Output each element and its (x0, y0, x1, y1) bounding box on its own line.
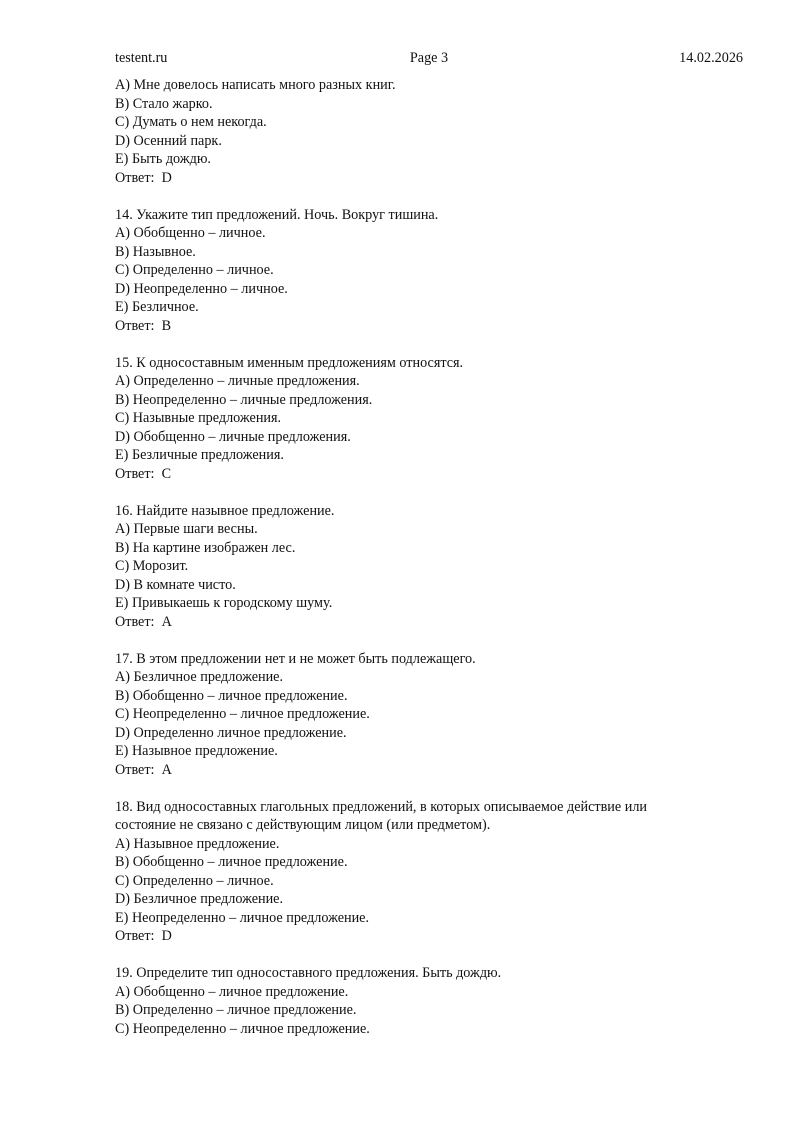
answer-option: C) Неопределенно – личное предложение. (115, 1020, 370, 1037)
question-text: 17. В этом предложении нет и не может быть подлежащего. (115, 650, 476, 667)
answer-option: C) Определенно – личное. (115, 872, 274, 889)
question-text: 16. Найдите назывное предложение. (115, 502, 335, 519)
answer-option: A) Первые шаги весны. (115, 521, 258, 537)
answer-option: B) Неопределенно – личные предложения. (115, 391, 373, 408)
answer-option: C) Морозит. (115, 558, 189, 574)
answer-option: C) Неопределенно – личное предложение. (115, 706, 370, 722)
question-block (115, 76, 745, 187)
answer-option: E) Неопределенно – личное предложение. (115, 909, 370, 926)
answer-option: A) Обобщенно – личное. (115, 225, 266, 241)
question-block (115, 206, 745, 336)
header-date: 14.02.2026 (679, 50, 743, 66)
answer-option: E) Быть дождю. (115, 151, 211, 167)
answer-option: A) Мне довелось написать много разных книг. (115, 77, 396, 93)
answer-option: E) Безличные предложения. (115, 447, 284, 463)
question-block (115, 650, 745, 780)
answer-option: D) Определенно личное предложение. (115, 724, 347, 741)
question-text: 19. Определите тип односоставного предложения. Быть дождю. (115, 965, 502, 981)
answer-key: Ответ: C (115, 465, 172, 482)
answer-option: B) Определенно – личное предложение. (115, 1002, 357, 1018)
answer-option: A) Назывное предложение. (115, 835, 280, 852)
answer-option: E) Назывное предложение. (115, 743, 278, 759)
answer-option: A) Определенно – личные предложения. (115, 373, 360, 389)
answer-key: Ответ: D (115, 169, 172, 186)
answer-option: B) Обобщенно – личное предложение. (115, 854, 348, 870)
answer-key: Ответ: A (115, 613, 172, 630)
question-block (115, 354, 745, 484)
answer-option: E) Привыкаешь к городскому шуму. (115, 595, 333, 611)
answer-option: B) Обобщенно – личное предложение. (115, 687, 348, 704)
answer-option: B) На картине изображен лес. (115, 539, 296, 556)
page-number: Page 3 (409, 50, 449, 66)
answer-option: A) Обобщенно – личное предложение. (115, 983, 349, 1000)
answer-option: D) Обобщенно – личные предложения. (115, 428, 351, 445)
answer-key: Ответ: B (115, 317, 172, 334)
answer-option: D) Безличное предложение. (115, 891, 284, 907)
question-line: состояние не связано с действующим лицом (или предметом). (115, 817, 491, 833)
question-text: 14. Укажите тип предложений. Ночь. Вокруг тишина. (115, 206, 439, 223)
answer-key: Ответ: A (115, 761, 172, 778)
answer-option: E) Безличное. (115, 299, 199, 315)
question-block (115, 964, 745, 1038)
answer-option: C) Определенно – личное. (115, 262, 274, 278)
document-body (115, 76, 745, 1038)
answer-option: D) Неопределенно – личное. (115, 280, 288, 297)
answer-option: C) Думать о нем некогда. (115, 114, 267, 130)
answer-option: D) В комнате чисто. (115, 576, 236, 593)
answer-key: Ответ: D (115, 928, 172, 944)
answer-option: B) Стало жарко. (115, 95, 213, 112)
site-name: testent.ru (115, 50, 168, 66)
question-text: 18. Вид односоставных глагольных предложений, в которых описываемое действие или (115, 798, 648, 815)
answer-option: B) Назывное. (115, 243, 196, 260)
answer-option: D) Осенний парк. (115, 132, 222, 149)
page-header (115, 48, 743, 68)
question-block (115, 502, 745, 632)
answer-option: C) Назывные предложения. (115, 410, 282, 426)
answer-option: A) Безличное предложение. (115, 669, 284, 685)
question-text: 15. К односоставным именным предложениям относятся. (115, 354, 464, 371)
question-block (115, 798, 745, 946)
